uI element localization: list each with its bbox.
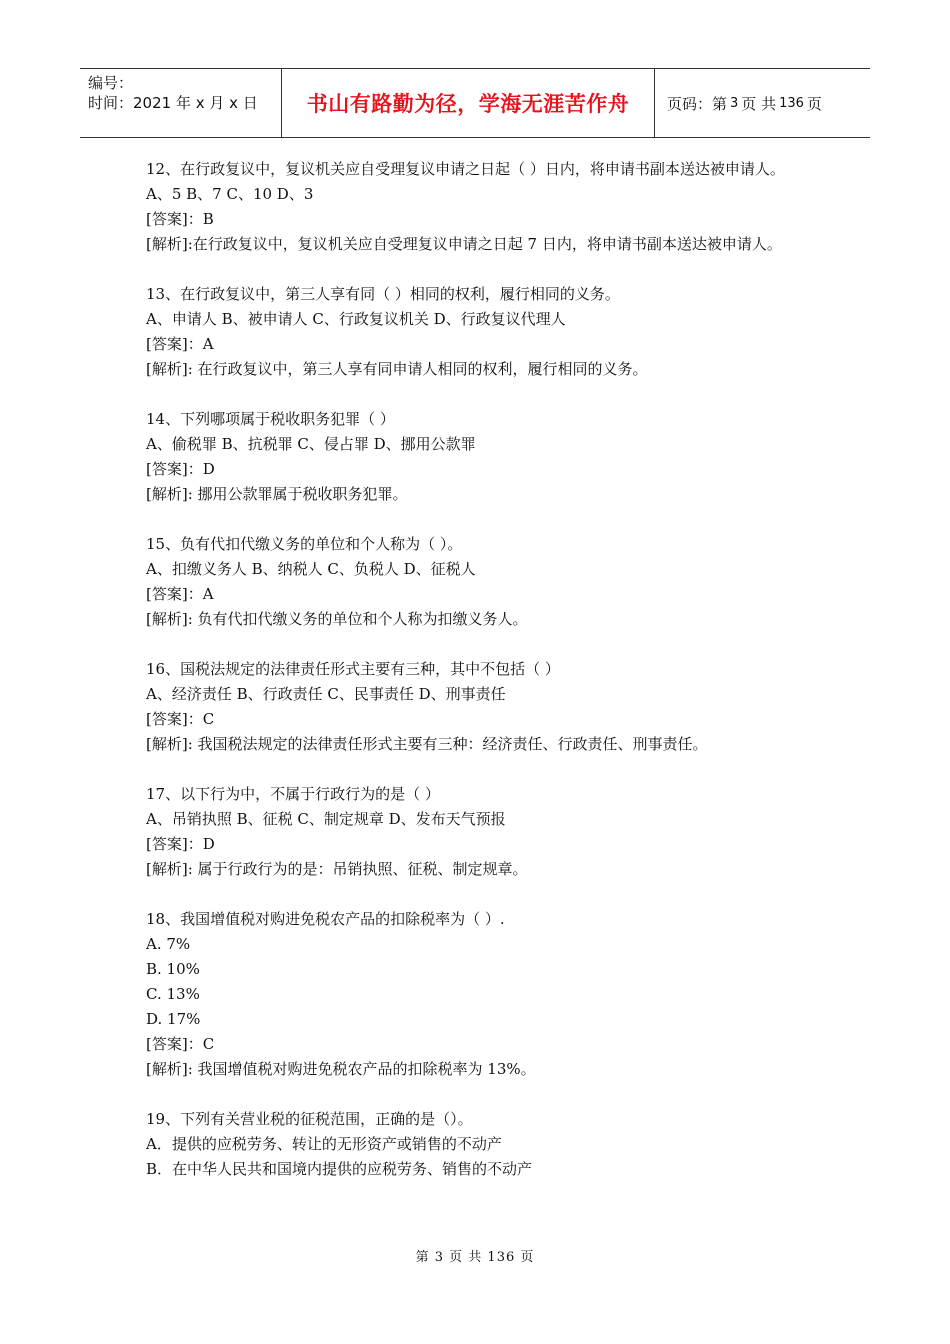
question-options: A. 7% [146,935,191,953]
document-number-label: 编号： [88,74,134,92]
question-stem: 14、下列哪项属于税收职务犯罪（ ） [146,410,395,428]
question-options: A、经济责任 B、行政责任 C、民事责任 D、刑事责任 [146,685,506,703]
question-answer: [答案]：A [146,335,214,353]
question-analysis: [解析]: 我国增值税对购进免税农产品的扣除税率为 13%。 [146,1060,536,1078]
question-analysis: [解析]: 我国税法规定的法律责任形式主要有三种：经济责任、行政责任、刑事责任。 [146,735,708,753]
question-options: A、吊销执照 B、征税 C、制定规章 D、发布天气预报 [146,810,506,828]
question-stem: 17、以下行为中，不属于行政行为的是（ ） [146,785,440,803]
question-block [146,282,816,382]
question-block [146,407,816,507]
question-stem: 18、我国增值税对购进免税农产品的扣除税率为（ ）. [146,910,505,928]
question-options: A．提供的应税劳务、转让的无形资产或销售的不动产 [146,1135,502,1153]
question-answer: [答案]：A [146,585,214,603]
question-analysis: [解析]: 挪用公款罪属于税收职务犯罪。 [146,485,408,503]
page-suffix: 页 [806,94,822,113]
page-mid: 页 共 [741,94,777,113]
page-current: 3 [730,95,739,111]
question-list [146,157,816,1207]
question-stem: 15、负有代扣代缴义务的单位和个人称为（ ）。 [146,535,463,553]
question-options: B. 10% [146,960,200,978]
page-total: 136 [779,95,804,111]
question-stem: 16、国税法规定的法律责任形式主要有三种，其中不包括（ ） [146,660,560,678]
question-options: A、5 B、7 C、10 D、3 [146,185,314,203]
question-stem: 12、在行政复议中，复议机关应自受理复议申请之日起（ ）日内，将申请书副本送达被申请人。 [146,160,785,178]
question-block [146,1107,816,1182]
question-options: D. 17% [146,1010,201,1028]
question-options: B．在中华人民共和国境内提供的应税劳务、销售的不动产 [146,1160,533,1178]
page-header [80,68,870,138]
question-block [146,532,816,632]
question-analysis: [解析]: 在行政复议中，第三人享有同申请人相同的权利，履行相同的义务。 [146,360,648,378]
question-answer: [答案]：C [146,710,215,728]
question-analysis: [解析]: 负有代扣代缴义务的单位和个人称为扣缴义务人。 [146,610,528,628]
question-analysis: [解析]: 属于行政行为的是：吊销执照、征税、制定规章。 [146,860,528,878]
question-options: A、扣缴义务人 B、纳税人 C、负税人 D、征税人 [146,560,476,578]
question-block [146,157,816,257]
document-date: 时间：2021 年 x 月 x 日 [88,94,258,112]
header-page-indicator [655,69,870,137]
question-block [146,907,816,1082]
question-answer: [答案]：B [146,210,214,228]
question-answer: [答案]：D [146,835,215,853]
question-answer: [答案]：D [146,460,215,478]
page-prefix: 页码：第 [667,94,728,113]
question-options: A、申请人 B、被申请人 C、行政复议机关 D、行政复议代理人 [146,310,566,328]
question-block [146,657,816,757]
header-meta [80,69,282,137]
question-block [146,782,816,882]
question-stem: 19、下列有关营业税的征税范围，正确的是（）。 [146,1110,473,1128]
question-stem: 13、在行政复议中，第三人享有同（ ）相同的权利，履行相同的义务。 [146,285,620,303]
question-options: C. 13% [146,985,200,1003]
question-options: A、偷税罪 B、抗税罪 C、侵占罪 D、挪用公款罪 [146,435,476,453]
header-motto: 书山有路勤为径，学海无涯苦作舟 [282,69,655,137]
question-answer: [答案]：C [146,1035,215,1053]
page-footer: 第 3 页 共 136 页 [415,1250,535,1265]
question-analysis: [解析]:在行政复议中，复议机关应自受理复议申请之日起 7 日内，将申请书副本送达被申请人。 [146,235,782,253]
